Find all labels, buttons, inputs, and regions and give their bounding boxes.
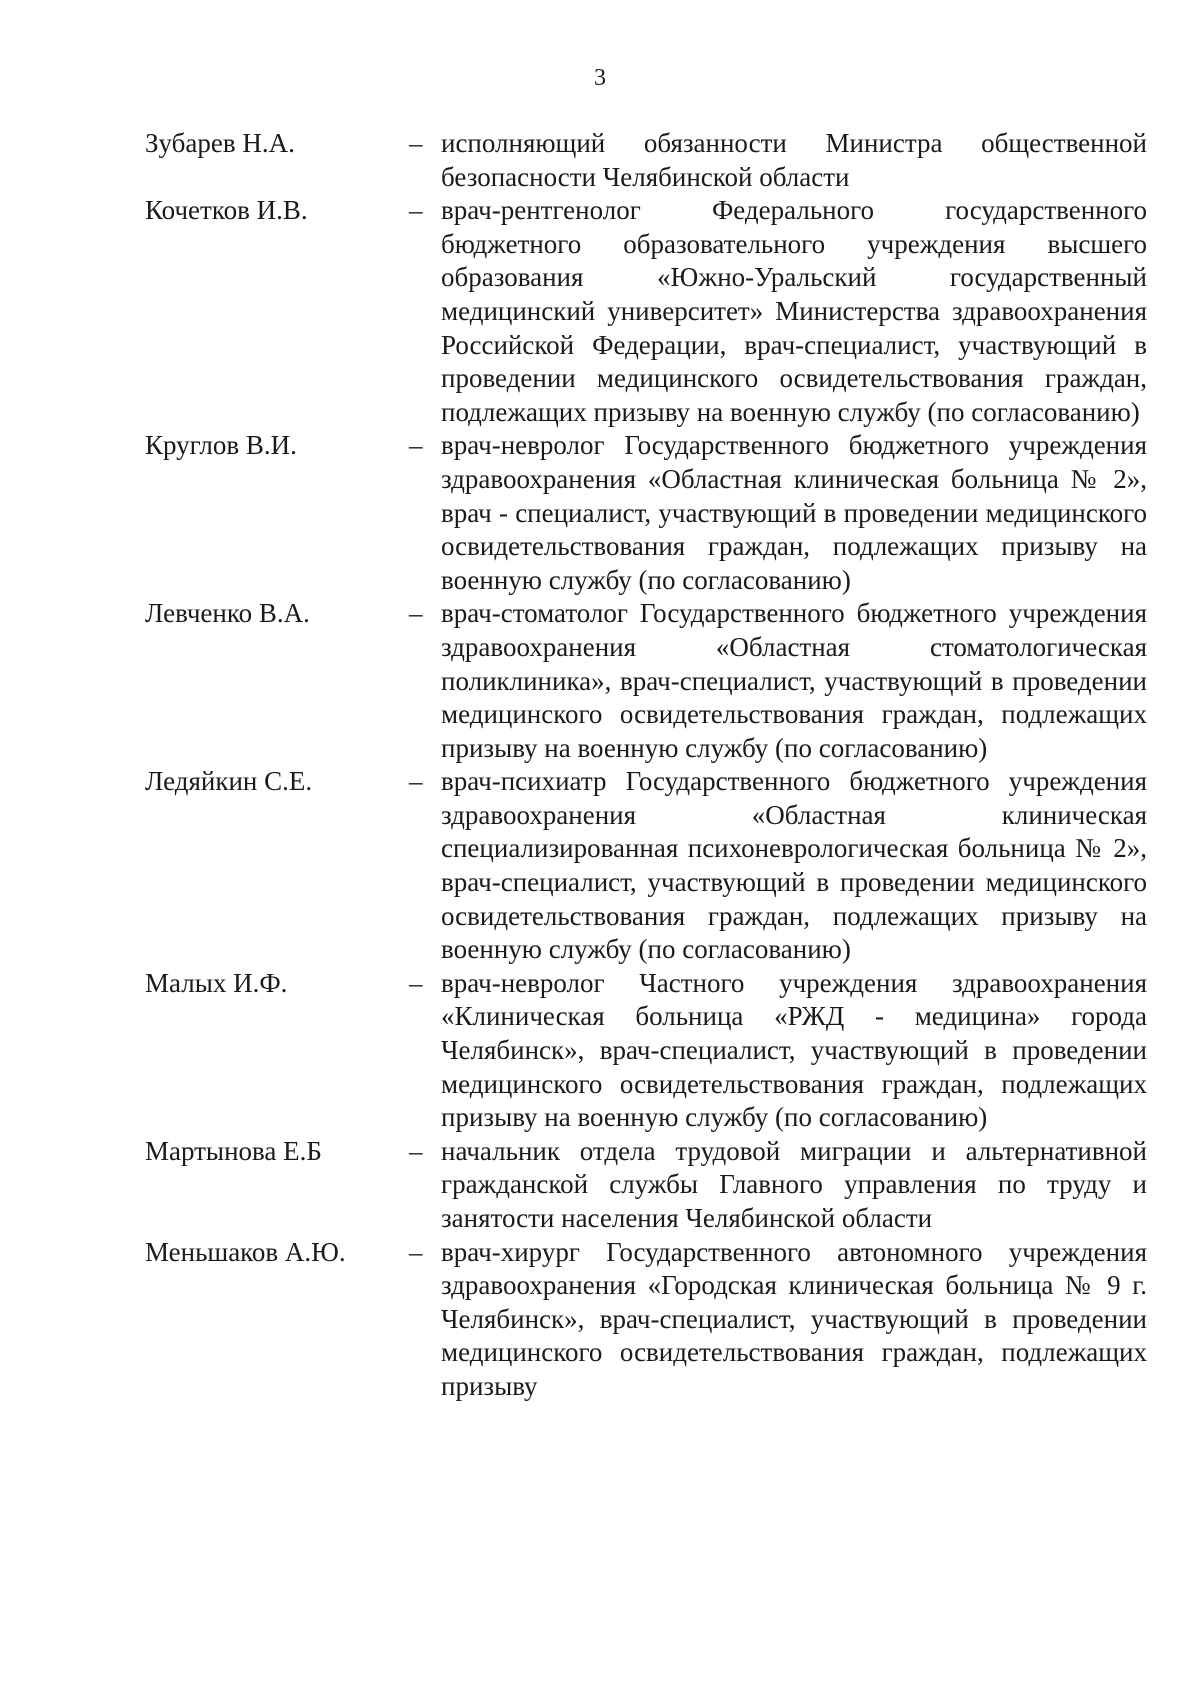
member-entry — [0, 127, 1200, 194]
member-dash: – — [409, 195, 423, 226]
member-name: Мартынова Е.Б — [145, 1135, 322, 1166]
member-dash: – — [409, 766, 423, 797]
member-entry — [0, 1135, 1200, 1236]
member-entry — [0, 194, 1200, 429]
member-description: врач-рентгенолог Федерального государственного бюджетного образовательного учреждения высшего образования «Южно-Уральский государственный медицинский университет» Министерства здравоохранения Российской Федерации, врач-специалист, участвующий в проведении медицинского освидетельствования граждан, подлежащих призыву на военную службу (по согласованию) — [441, 195, 1147, 427]
member-name: Малых И.Ф. — [145, 967, 288, 998]
member-description: врач-психиатр Государственного бюджетного учреждения здравоохранения «Областная клиническая специализированная психоневрологическая больница № 2», врач-специалист, участвующий в проведении медицинского освидетельствования граждан, подлежащих призыву на военную службу (по согласованию) — [441, 766, 1147, 965]
member-dash: – — [409, 598, 423, 629]
member-dash: – — [409, 1135, 423, 1166]
member-name: Кочетков И.В. — [145, 195, 308, 226]
member-description: исполняющий обязанности Министра общественной безопасности Челябинской области — [441, 128, 1147, 192]
member-entry — [0, 597, 1200, 765]
member-entry — [0, 765, 1200, 967]
member-description: врач-стоматолог Государственного бюджетного учреждения здравоохранения «Областная стоматологическая поликлиника», врач-специалист, участвующий в проведении медицинского освидетельствования граждан, подлежащих призыву на военную службу (по согласованию) — [441, 598, 1147, 763]
member-description: начальник отдела трудовой миграции и альтернативной гражданской службы Главного управления по труду и занятости населения Челябинской области — [441, 1135, 1147, 1233]
member-entry — [0, 1236, 1200, 1404]
member-entry — [0, 967, 1200, 1135]
member-description: врач-невролог Частного учреждения здравоохранения «Клиническая больница «РЖД - медицина» города Челябинск», врач-специалист, участвующий в проведении медицинского освидетельствования граждан, подлежащих призыву на военную службу (по согласованию) — [441, 967, 1147, 1133]
member-name: Круглов В.И. — [145, 430, 297, 461]
member-dash: – — [409, 967, 423, 998]
member-dash: – — [409, 128, 423, 158]
member-name: Ледяйкин С.Е. — [145, 766, 313, 797]
member-dash: – — [409, 1236, 423, 1267]
member-list — [0, 127, 1200, 1404]
member-description: врач-хирург Государственного автономного учреждения здравоохранения «Городская клиническая больница № 9 г. Челябинск», врач-специалист, участвующий в проведении медицинского освидетельствования граждан, подлежащих призыву — [441, 1236, 1147, 1401]
member-name: Меньшаков А.Ю. — [145, 1236, 346, 1267]
member-name: Левченко В.А. — [145, 598, 310, 629]
member-dash: – — [409, 430, 423, 461]
member-description: врач-невролог Государственного бюджетного учреждения здравоохранения «Областная клиническая больница № 2», врач - специалист, участвующий в проведении медицинского освидетельствования граждан, подлежащих призыву на военную службу (по согласованию) — [441, 430, 1147, 595]
page-number: 3 — [594, 65, 606, 91]
member-name: Зубарев Н.А. — [145, 128, 295, 158]
member-entry — [0, 429, 1200, 597]
